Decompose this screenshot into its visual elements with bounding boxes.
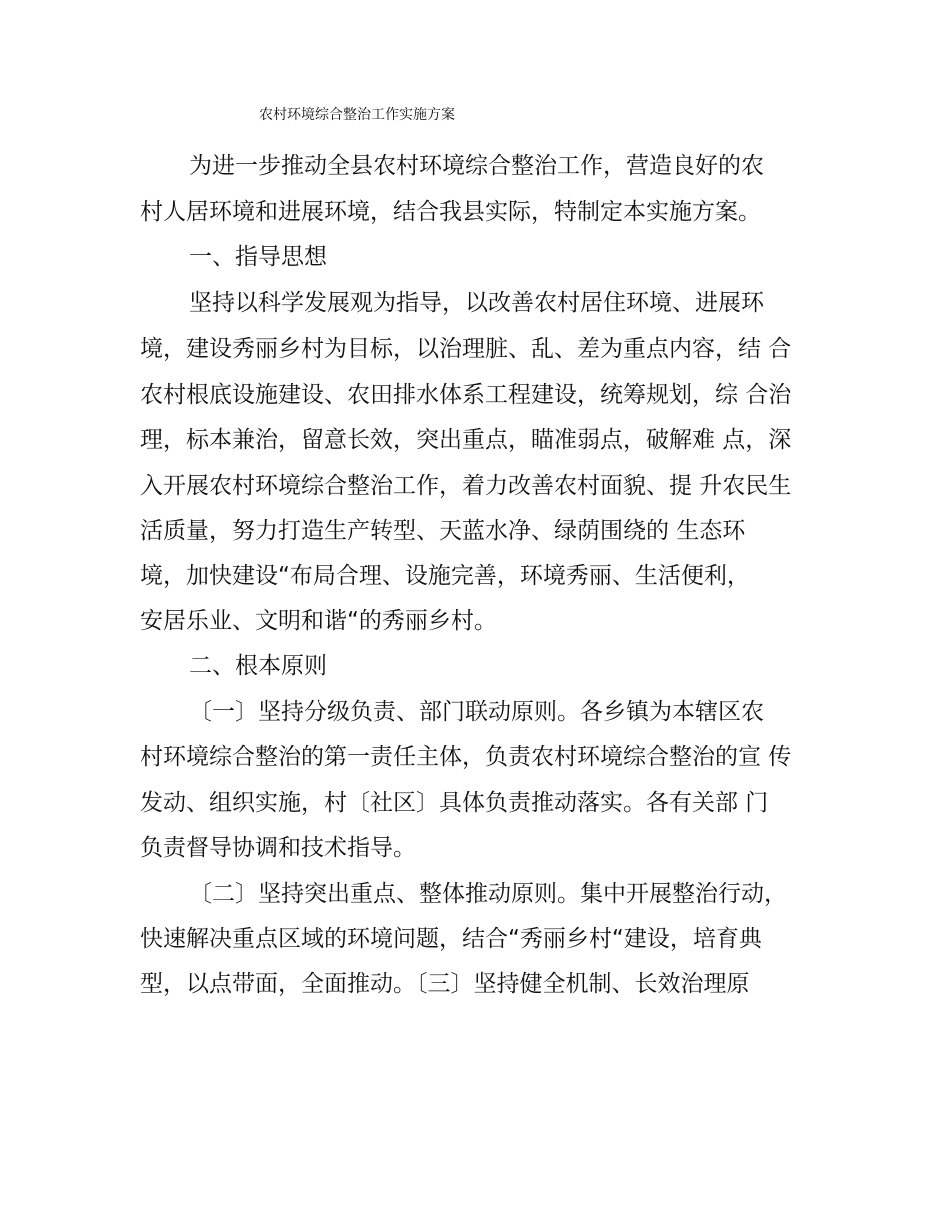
document-title: 农村环境综合整治工作实施方案 — [259, 107, 455, 123]
paragraph-line: 快速解决重点区域的环境问题，结合“秀丽乡村“建设，培育典 — [140, 926, 762, 952]
paragraph-line: 型，以点带面，全面推动。〔三〕坚持健全机制、长效治理原 — [140, 971, 750, 997]
paragraph-line: 农村根底设施建设、农田排水体系工程建设，统筹规划，综 合治 — [140, 382, 792, 408]
paragraph-line: 负责督导协调和技术指导。 — [140, 835, 416, 861]
paragraph-line: 理，标本兼治，留意长效，突出重点，瞄准弱点，破解难 点，深 — [140, 427, 792, 453]
paragraph-line: 为进一步推动全县农村环境综合整治工作，营造良好的农 — [189, 153, 764, 179]
paragraph-line: 境，建设秀丽乡村为目标，以治理脏、乱、差为重点内容，结 合 — [140, 336, 792, 362]
paragraph-line: 坚持以科学发展观为指导，以改善农村居住环境、进展环 — [189, 290, 764, 316]
paragraph-line: 境，加快建设“布局合理、设施完善，环境秀丽、生活便利， — [140, 563, 750, 589]
paragraph-line: 发动、组织实施，村〔社区〕具体负责推动落实。各有关部 门 — [140, 790, 769, 816]
paragraph-line: 村环境综合整治的第一责任主体，负责农村环境综合整治的宣 传 — [140, 744, 792, 770]
paragraph-line: 村人居环境和进展环境，结合我县实际，特制定本实施方案。 — [140, 199, 761, 225]
paragraph-line: 安居乐业、文明和谐“的秀丽乡村。 — [140, 608, 497, 634]
paragraph-line: 〔一〕坚持分级负责、部门联动原则。各乡镇为本辖区农 — [189, 699, 764, 725]
paragraph-line: 入开展农村环境综合整治工作，着力改善农村面貌、提 升农民生 — [140, 473, 792, 499]
paragraph-line: 活质量，努力打造生产转型、天蓝水净、绿荫围绕的 生态环 — [140, 518, 746, 544]
section-heading: 一、指导思想 — [189, 244, 327, 270]
paragraph-line: 〔二〕坚持突出重点、整体推动原则。集中开展整治行动， — [189, 881, 787, 907]
section-heading: 二、根本原则 — [189, 653, 327, 679]
